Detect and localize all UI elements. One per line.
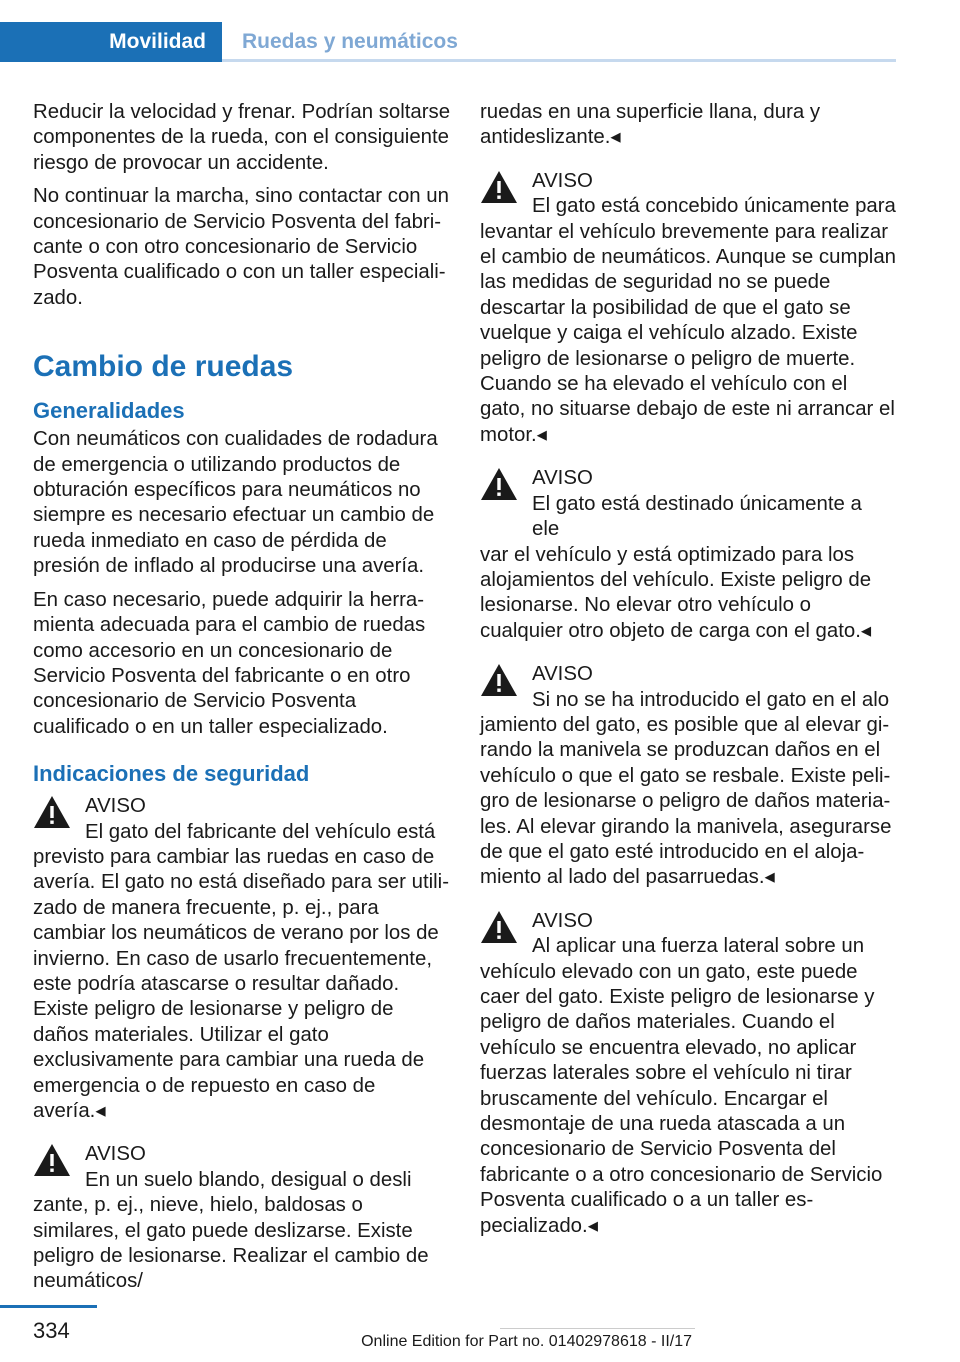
warning-block [33, 794, 451, 1124]
warning-text: Al aplicar una fuerza lateral sobre un [532, 935, 865, 958]
warning-label: AVISO [532, 467, 593, 490]
warning-triangle-icon [33, 795, 71, 829]
header-divider [222, 59, 896, 62]
left-column [33, 100, 451, 1313]
right-column [480, 100, 898, 1257]
paragraph: Con neumáticos con cualidades de rodadura de emergencia o utilizando productos de obturación específicos para neumáticos no siempre es necesario efectuar un cambio de rueda inmediato en caso de pérdida de presión de inflado al producirse una avería. [33, 428, 438, 578]
warning-label: AVISO [532, 909, 593, 932]
warning-text: var el vehículo y está optimizado para los alojamientos del vehículo. Existe peligro de lesionarse. No elevar otro vehículo o cualquier otro objeto de carga con el gato.◂ [480, 543, 872, 642]
section-tab[interactable]: Ruedas y neumáticos [242, 30, 458, 53]
warning-label: AVISO [532, 169, 593, 192]
chapter-tab[interactable] [0, 22, 222, 62]
subsection-heading: Generalidades [33, 398, 185, 424]
warning-text: El gato está destinado únicamente a ele [532, 492, 862, 541]
warning-triangle-icon [480, 910, 518, 944]
warning-block [480, 169, 898, 448]
warning-triangle-icon [480, 663, 518, 697]
warning-label: AVISO [532, 663, 593, 686]
warning-label: AVISO [85, 795, 146, 818]
paragraph: No continuar la marcha, sino contactar con un concesionario de Servicio Posventa del fabricante o con otro concesionario de Servicio Posventa cualificado o con un taller especializado. [33, 185, 449, 309]
warning-triangle-icon [480, 467, 518, 501]
warning-text: jamiento del gato, es posible que al elevar girando la manivela se produzcan daños en el vehículo o que el gato se resbale. Existe peligro de lesionarse o peligro de daños materiales. Al elevar girando la manivela, asegurarse de que el gato esté introducido en el alojamiento al lado del pasarruedas.◂ [480, 713, 892, 889]
warning-text: El gato está concebido únicamente para [532, 195, 896, 218]
warning-block [33, 1142, 451, 1294]
page-number: 334 [33, 1318, 70, 1343]
edition-footer: Online Edition for Part no. 01402978618 - II/17 [361, 1333, 692, 1350]
paragraph: En caso necesario, puede adquirir la herramienta adecuada para el cambio de ruedas como accesorio en un concesionario de Servicio Posventa del fabricante o en otro concesionario de Servicio Posventa cualificado o en un taller especializado. [33, 588, 426, 738]
section-heading: Cambio de ruedas [33, 350, 294, 384]
warning-triangle-icon [33, 1143, 71, 1177]
warning-block [480, 909, 898, 1239]
warning-block [480, 662, 898, 891]
page-header [0, 0, 960, 62]
warning-text: En un suelo blando, desigual o desli [85, 1168, 412, 1191]
warning-block [480, 466, 898, 644]
warning-text: previsto para cambiar las ruedas en caso de avería. El gato no está diseñado para ser utilizado de manera frecuente, p. ej., para cambiar los neumáticos de verano por los de invierno. En caso de usarlo frecuentemente, este podría atascarse o resultar dañado. Existe peligro de lesionarse y peligro de daños materiales. Utilizar el gato exclusivamente para cambiar una rueda de emergencia o de repuesto en caso de avería.◂ [33, 845, 449, 1122]
warning-triangle-icon [480, 170, 518, 204]
warning-text: zante, p. ej., nieve, hielo, baldosas o similares, el gato puede deslizarse. Existe peligro de lesionarse. Realizar el cambio de neumáticos/ [33, 1194, 429, 1293]
chapter-label: Movilidad [109, 30, 206, 53]
page-number-rule [0, 1305, 97, 1308]
warning-text: Si no se ha introducido el gato en el alo [532, 688, 890, 711]
warning-text: levantar el vehículo brevemente para realizar el cambio de neumáticos. Aunque se cumplan las medidas de seguridad no se puede descartar la posibilidad de que el gato se vuelque y caiga el vehículo alzado. Existe peligro de lesionarse o peligro de muerte. Cuando se ha elevado el vehículo con el gato, no situarse debajo de este ni arrancar el motor.◂ [480, 220, 896, 446]
paragraph: ruedas en una superficie llana, dura y antideslizante.◂ [480, 101, 821, 149]
warning-label: AVISO [85, 1143, 146, 1166]
subsection-heading: Indicaciones de seguridad [33, 761, 310, 787]
warning-text: El gato del fabricante del vehículo está [85, 820, 436, 843]
paragraph: Reducir la velocidad y frenar. Podrían soltarse componentes de la rueda, con el consiguiente riesgo de provocar un accidente. [33, 101, 451, 174]
warning-text: vehículo elevado con un gato, este puede caer del gato. Existe peligro de lesionarse y peligro de daños materiales. Cuando el vehículo se encuentra elevado, no aplicar fuerzas laterales sobre el vehículo ni tirar bruscamente del vehículo. Encargar el desmontaje de una rueda atascada a un concesionario de Servicio Posventa del fabricante o a otro concesionario de Servicio Posventa cualificado o a un taller especializado.◂ [480, 960, 883, 1237]
footer-divider [500, 1328, 695, 1329]
